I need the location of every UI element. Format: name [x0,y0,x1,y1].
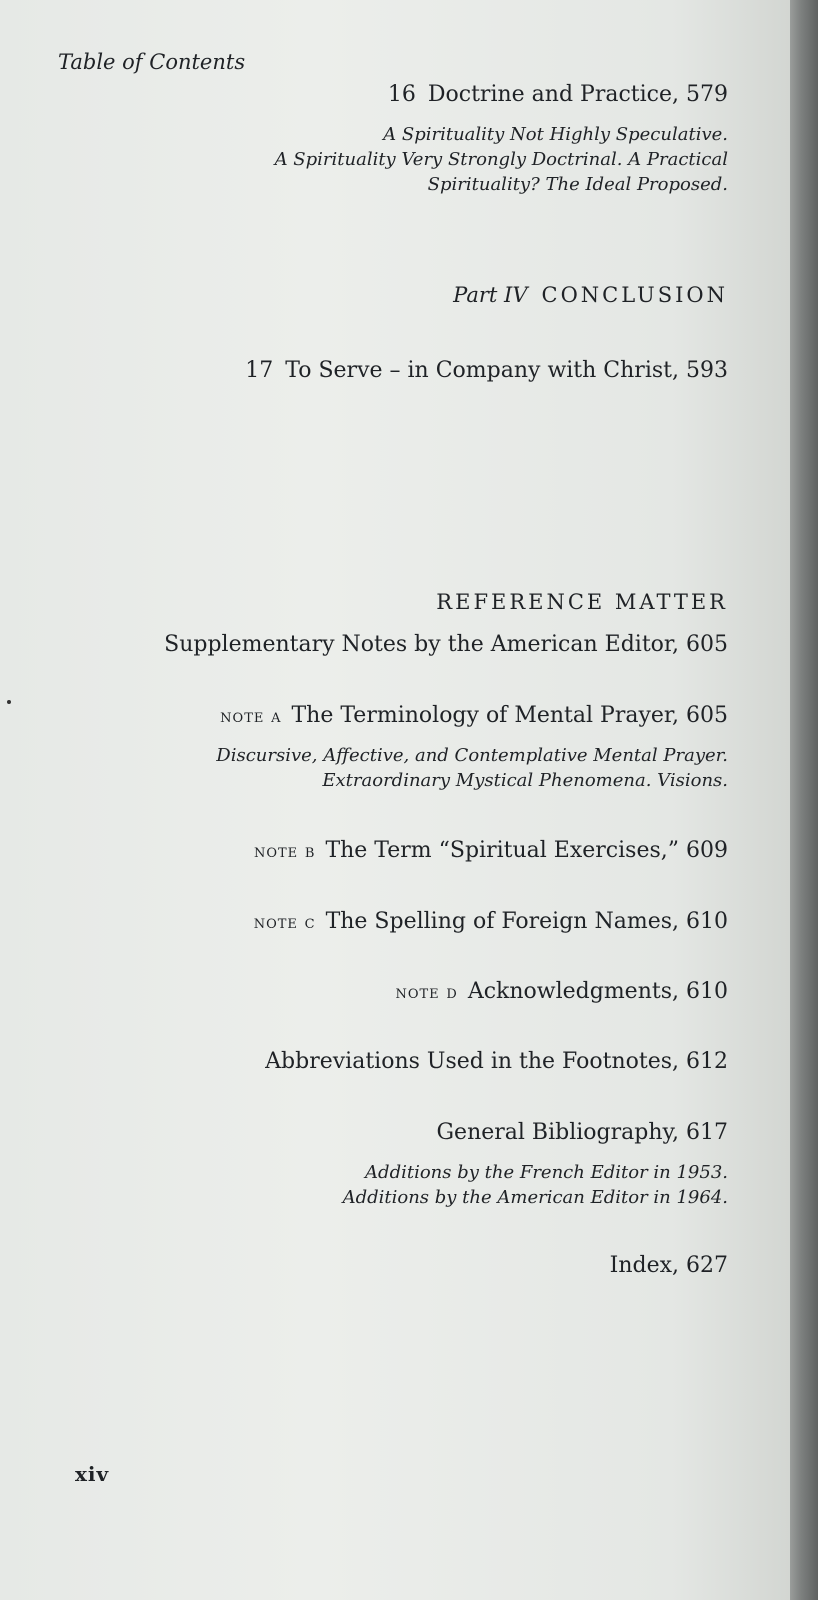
part-title: CONCLUSION [541,283,728,307]
entry-title: Index, [609,1253,679,1278]
toc-entry-bibliography [436,1120,728,1145]
chapter-title: To Serve – in Company with Christ, [285,358,679,383]
note-label: note c [253,912,316,933]
chapter-number: 16 [387,82,416,107]
entry-title: The Terminology of Mental Prayer, [291,703,679,728]
subtopic-line: Spirituality? The Ideal Proposed. [427,174,728,195]
page-number: 617 [686,1120,728,1145]
page-number: 605 [686,703,728,728]
page-number: 627 [686,1253,728,1278]
page-number: 605 [686,632,728,657]
entry-title: Supplementary Notes by the American Editor, [164,632,679,657]
toc-entry-index [610,1253,728,1278]
page-number: 593 [686,358,728,383]
page-folio: xiv [75,1462,110,1486]
page-number: 579 [686,82,728,107]
page-edge-shadow [790,0,818,1600]
chapter-title: Doctrine and Practice, [427,82,679,107]
toc-entry-chapter-17 [245,358,728,383]
subtopic-line: Extraordinary Mystical Phenomena. Visions. [322,770,728,791]
note-label: note d [395,982,458,1003]
toc-part-heading [453,283,728,308]
subtopic-line: Additions by the American Editor in 1964. [342,1187,728,1208]
entry-title: Abbreviations Used in the Footnotes, [265,1049,679,1074]
entry-title: Acknowledgments, [467,979,679,1004]
section-title: REFERENCE MATTER [436,590,728,614]
entry-title: The Spelling of Foreign Names, [325,909,679,934]
toc-entry-supplementary-notes [164,632,728,657]
note-label: note a [220,706,282,727]
entry-title: General Bibliography, [436,1120,679,1145]
subtopic-line: Additions by the French Editor in 1953. [365,1162,728,1183]
chapter-16-subtopics [275,122,728,197]
subtopic-line: A Spirituality Not Highly Speculative. [383,124,728,145]
entry-title: The Term “Spiritual Exercises,” [325,838,679,863]
page-number: 610 [686,979,728,1004]
subtopic-line: A Spirituality Very Strongly Doctrinal. A Practical [274,149,728,170]
toc-entry-note-c [254,909,728,934]
toc-entry-note-d [395,979,728,1004]
part-label: Part IV [453,283,528,307]
page-number: 609 [686,838,728,863]
note-label: note b [253,841,316,862]
note-a-subtopics [216,743,728,793]
page-number: 612 [686,1049,728,1074]
subtopic-line: Discursive, Affective, and Contemplative Mental Prayer. [216,745,728,766]
toc-entry-abbreviations [265,1049,728,1074]
toc-entry-note-a [220,703,728,728]
running-head: Table of Contents [58,50,246,74]
toc-entry-chapter-16 [388,82,728,107]
chapter-number: 17 [245,358,274,383]
bibliography-subtopics [343,1160,728,1210]
toc-entry-note-b [254,838,728,863]
page-number: 610 [686,909,728,934]
ink-speck [7,700,11,704]
reference-matter-heading [436,590,728,615]
